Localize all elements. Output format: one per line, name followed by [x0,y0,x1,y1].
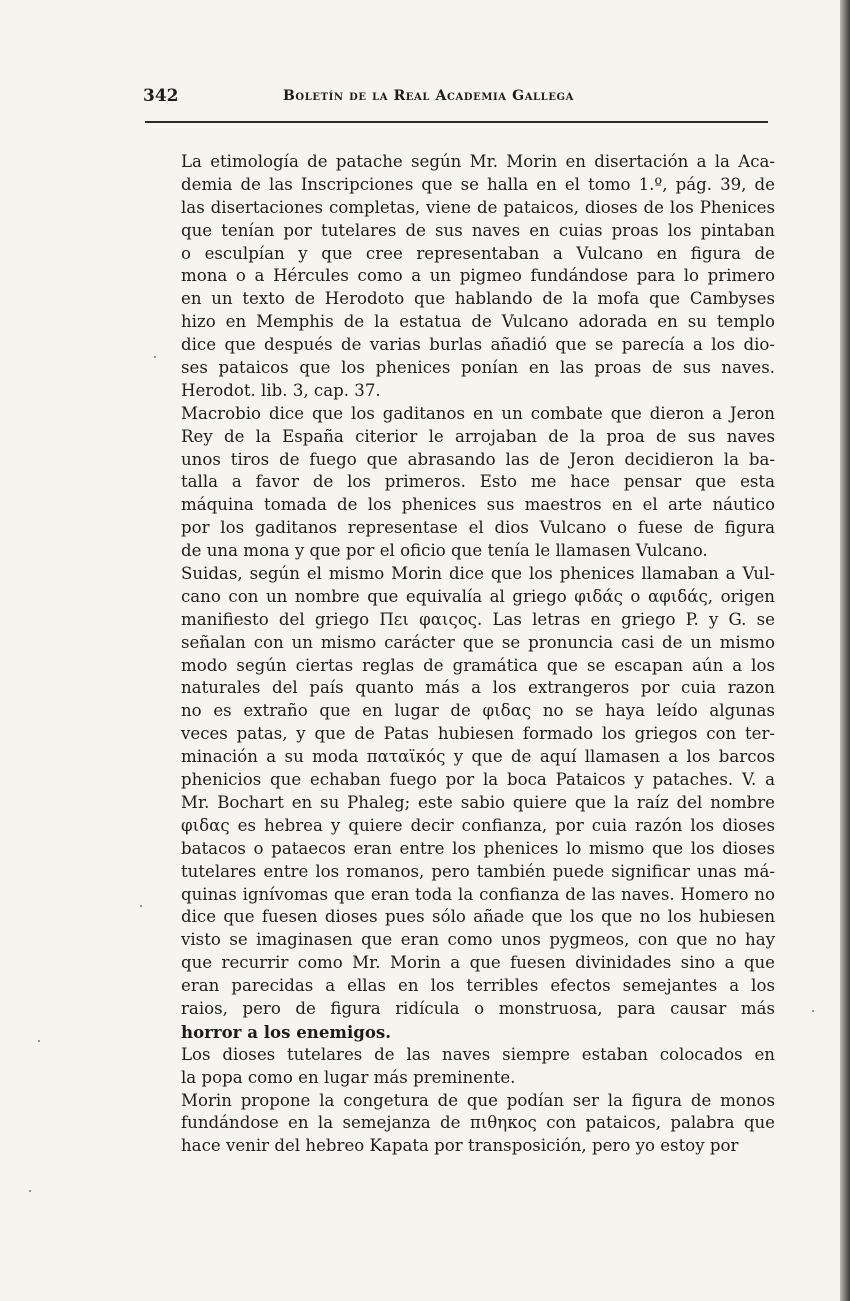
scan-speck [140,905,142,907]
page-edge-shadow [840,0,850,1301]
paragraph [181,1090,775,1159]
text-line: mona o a Hércules como a un pigmeo fundándose para lo primero [181,266,775,286]
scan-speck [812,1010,814,1012]
text-line: minación a su moda παταϊκός y que de aquí llamasen a los barcos [181,747,775,767]
text-line: las disertaciones completas, viene de pataicos, dioses de los Phenices [181,197,775,217]
text-line: eran parecidas a ellas en los terribles efectos semejantes a los [181,976,775,996]
text-line: dice que fuesen dioses pues sólo añade que los que no los hubiesen [181,907,775,927]
text-line: quinas ignívomas que eran toda la confianza de las naves. Homero no [181,884,775,904]
text-line: o esculpían y que cree representaban a Vulcano en figura de [181,243,775,263]
text-line: unos tiros de fuego que abrasando las de Jeron decidieron la ba- [181,449,775,469]
text-line: visto se imaginasen que eran como unos pygmeos, con que no hay [181,930,775,950]
paragraph [181,151,775,403]
text-line: La etimología de patache según Mr. Morin en disertación a la Aca- [181,152,775,171]
text-line: hace venir del hebreo Kapata por transposición, pero yo estoy por [181,1136,739,1156]
text-line: raios, pero de figura ridícula o monstruosa, para causar más [181,998,775,1018]
text-line: batacos o pataecos eran entre los phenices lo mismo que los dioses [181,838,775,858]
text-line: que recurrir como Mr. Morin a que fuesen divinidades sino a que [181,953,775,973]
text-line: cano con un nombre que equivalía al griego φιδάς ο αφιδάς, origen [181,586,775,606]
text-line: tutelares entre los romanos, pero también puede significar unas má- [181,861,775,881]
text-line: de una mona y que por el oficio que tenía le llamasen Vulcano. [181,541,708,561]
scan-speck [29,1190,31,1192]
paragraph [181,403,775,563]
page-header [143,86,768,110]
text-line: Macrobio dice que los gaditanos en un combate que dieron a Jeron [181,403,775,423]
text-line: Morin propone la congetura de que podían ser la figura de monos [181,1090,775,1110]
text-line: Los dioses tutelares de las naves siempre estaban colocados en [181,1044,775,1064]
text-line: talla a favor de los primeros. Esto me hace pensar que esta [181,472,775,492]
text-line: Herodot. lib. 3, cap. 37. [181,380,381,400]
text-line: modo según ciertas reglas de gramática que se escapan aún a los [181,655,775,675]
text-line: en un texto de Herodoto que hablando de la mofa que Cambyses [181,289,775,309]
text-line: máquina tomada de los phenices sus maestros en el arte náutico [181,495,775,515]
text-line: señalan con un mismo carácter que se pronuncia casi de un mismo [181,632,775,652]
paragraph [181,1044,775,1090]
text-line: fundándose en la semejanza de πιθηκος con pataicos, palabra que [181,1113,775,1133]
text-line: horror a los enemigos. [181,1021,392,1042]
text-line: demia de las Inscripciones que se halla en el tomo 1.º, pág. 39, de [181,174,775,194]
text-line: manifiesto del griego Πει φαιςος. Las letras en griego P. y G. se [181,609,775,629]
text-line: φιδας es hebrea y quiere decir confianza, por cuia razón los dioses [181,815,775,835]
text-line: Mr. Bochart en su Phaleg; este sabio quiere que la raíz del nombre [181,792,775,812]
text-line: dice que después de varias burlas añadió que se parecía a los dio- [181,335,775,355]
header-rule [145,121,768,123]
text-line: Suidas, según el mismo Morin dice que los phenices llamaban a Vul- [181,564,775,584]
paragraph [181,563,775,1044]
text-line: no es extraño que en lugar de φιδας no se haya leído algunas [181,701,775,721]
page-number: 342 [143,86,179,106]
running-title: Boletín de la Real Academia Gallega [283,88,575,104]
text-line: la popa como en lugar más preminente. [181,1067,516,1087]
text-line: por los gaditanos representase el dios Vulcano o fuese de figura [181,518,775,538]
text-line: Rey de la España citerior le arrojaban de la proa de sus naves [181,426,775,446]
text-line: veces patas, y que de Patas hubiesen formado los griegos con ter- [181,724,775,744]
text-line: phenicios que echaban fuego por la boca Pataicos y pataches. V. a [181,770,775,790]
text-line: que tenían por tutelares de sus naves en cuias proas los pintaban [181,220,775,240]
body-text [181,151,775,1158]
text-line: naturales del país quanto más a los extrangeros por cuia razon [181,678,775,698]
scan-speck [38,1040,40,1042]
text-line: hizo en Memphis de la estatua de Vulcano adorada en su templo [181,312,775,332]
text-line: ses pataicos que los phenices ponían en las proas de sus naves. [181,358,775,378]
scan-speck [154,356,156,358]
